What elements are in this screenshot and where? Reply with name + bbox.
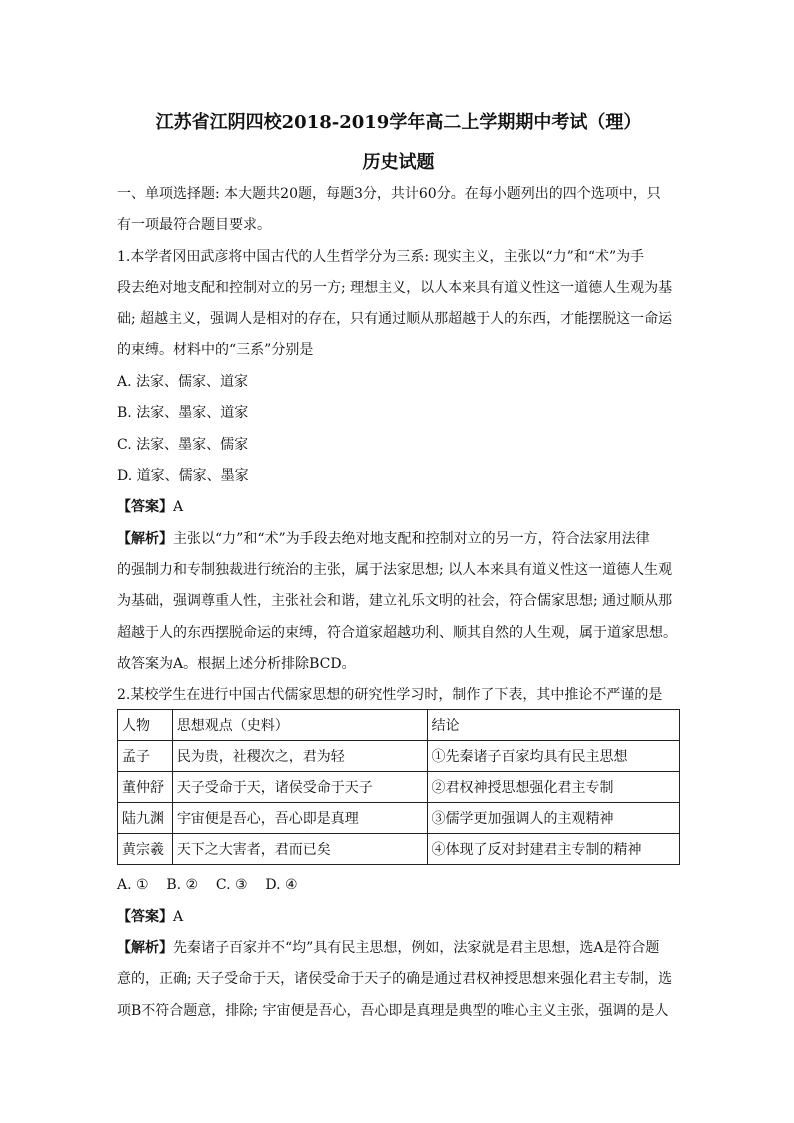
- q2-stem: 2.某校学生在进行中国古代儒家思想的研究性学习时，制作了下表，其中推论不严谨的是: [117, 687, 663, 703]
- table-cell: ②君权神授思想强化君主专制: [427, 772, 679, 803]
- q1-stem-line: 础; 超越主义，强调人是相对的存在，只有通过顺从那超越于人的东西，才能摆脱这一命运: [117, 311, 673, 327]
- q2-table: [117, 709, 680, 865]
- q1-analysis-line: 故答案为A。根据上述分析排除BCD。: [117, 656, 356, 672]
- q1-answer: [117, 499, 183, 515]
- table-header-row: [118, 710, 680, 741]
- table-cell: ①先秦诸子百家均具有民主思想: [427, 741, 679, 772]
- answer-value: A: [173, 499, 184, 515]
- q2-analysis-line: 项B不符合题意，排除; 宇宙便是吾心，吾心即是真理是典型的唯心主义主张，强调的是人: [117, 1003, 669, 1019]
- answer-value: A: [173, 909, 184, 925]
- table-row: [118, 772, 680, 803]
- q1-option-b: B. 法家、墨家、道家: [117, 405, 249, 421]
- analysis-label: 【解析】: [117, 531, 173, 547]
- table-cell: ④体现了反对封建君主专制的精神: [427, 834, 679, 865]
- q2-answer: [117, 909, 183, 925]
- q2-options: A. ① B. ② C. ③ D. ④: [117, 877, 298, 893]
- analysis-text: 主张以“力”和“术”为手段去绝对地支配和控制对立的另一方，符合法家用法律: [173, 531, 650, 547]
- table-cell: ③儒学更加强调人的主观精神: [427, 803, 679, 834]
- table-header-cell: 思想观点（史料）: [172, 710, 427, 741]
- document-subtitle: 历史试题: [362, 152, 435, 173]
- table-row: [118, 803, 680, 834]
- table-cell: 陆九渊: [118, 803, 173, 834]
- q2-analysis-line: [117, 940, 659, 956]
- table-row: [118, 834, 680, 865]
- document-title: 江苏省江阴四校2018-2019学年高二上学期期中考试（理）: [155, 112, 642, 133]
- q1-stem-line: 1.本学者冈田武彦将中国古代的人生哲学分为三系: 现实主义，主张以“力”和“术”为手: [117, 249, 645, 265]
- table-row: [118, 741, 680, 772]
- section-heading-line: 有一项最符合题目要求。: [117, 217, 271, 233]
- q1-option-d: D. 道家、儒家、墨家: [117, 468, 249, 484]
- table-cell: 宇宙便是吾心，吾心即是真理: [172, 803, 427, 834]
- answer-label: 【答案】: [117, 909, 173, 925]
- q1-analysis-line: 超越于人的东西摆脱命运的束缚，符合道家超越功利、顺其自然的人生观，属于道家思想。: [117, 625, 677, 641]
- analysis-text: 先秦诸子百家并不“均”具有民主思想，例如，法家就是君主思想，选A是符合题: [173, 940, 660, 956]
- analysis-label: 【解析】: [117, 940, 173, 956]
- table-cell: 孟子: [118, 741, 173, 772]
- section-heading-line: 一、单项选择题: 本大题共20题，每题3分，共计60分。在每小题列出的四个选项中，只: [117, 186, 661, 202]
- table-cell: 民为贵，社稷次之，君为轻: [172, 741, 427, 772]
- q1-analysis-line: 为基础，强调尊重人性，主张社会和谐，建立礼乐文明的社会，符合儒家思想; 通过顺从那: [117, 593, 673, 609]
- q1-stem-line: 的束缚。材料中的“三系”分别是: [117, 342, 314, 358]
- q2-analysis-line: 意的，正确; 天子受命于天，诸侯受命于天子的确是通过君权神授思想来强化君主专制，选: [117, 971, 673, 987]
- q1-option-a: A. 法家、儒家、道家: [117, 374, 249, 390]
- q1-analysis-line: 的强制力和专制独裁进行统治的主张，属于法家思想; 以人本来具有道义性这一道德人生观: [117, 562, 673, 578]
- table-header-cell: 人物: [118, 710, 173, 741]
- q1-stem-line: 段去绝对地支配和控制对立的另一方; 理想主义，以人本来具有道义性这一道德人生观为基: [117, 280, 673, 296]
- table-cell: 天下之大害者，君而已矣: [172, 834, 427, 865]
- table-cell: 天子受命于天，诸侯受命于天子: [172, 772, 427, 803]
- answer-label: 【答案】: [117, 499, 173, 515]
- q1-option-c: C. 法家、墨家、儒家: [117, 437, 249, 453]
- table-cell: 黄宗羲: [118, 834, 173, 865]
- q1-analysis-line: [117, 531, 650, 547]
- table-header-cell: 结论: [427, 710, 679, 741]
- table-cell: 董仲舒: [118, 772, 173, 803]
